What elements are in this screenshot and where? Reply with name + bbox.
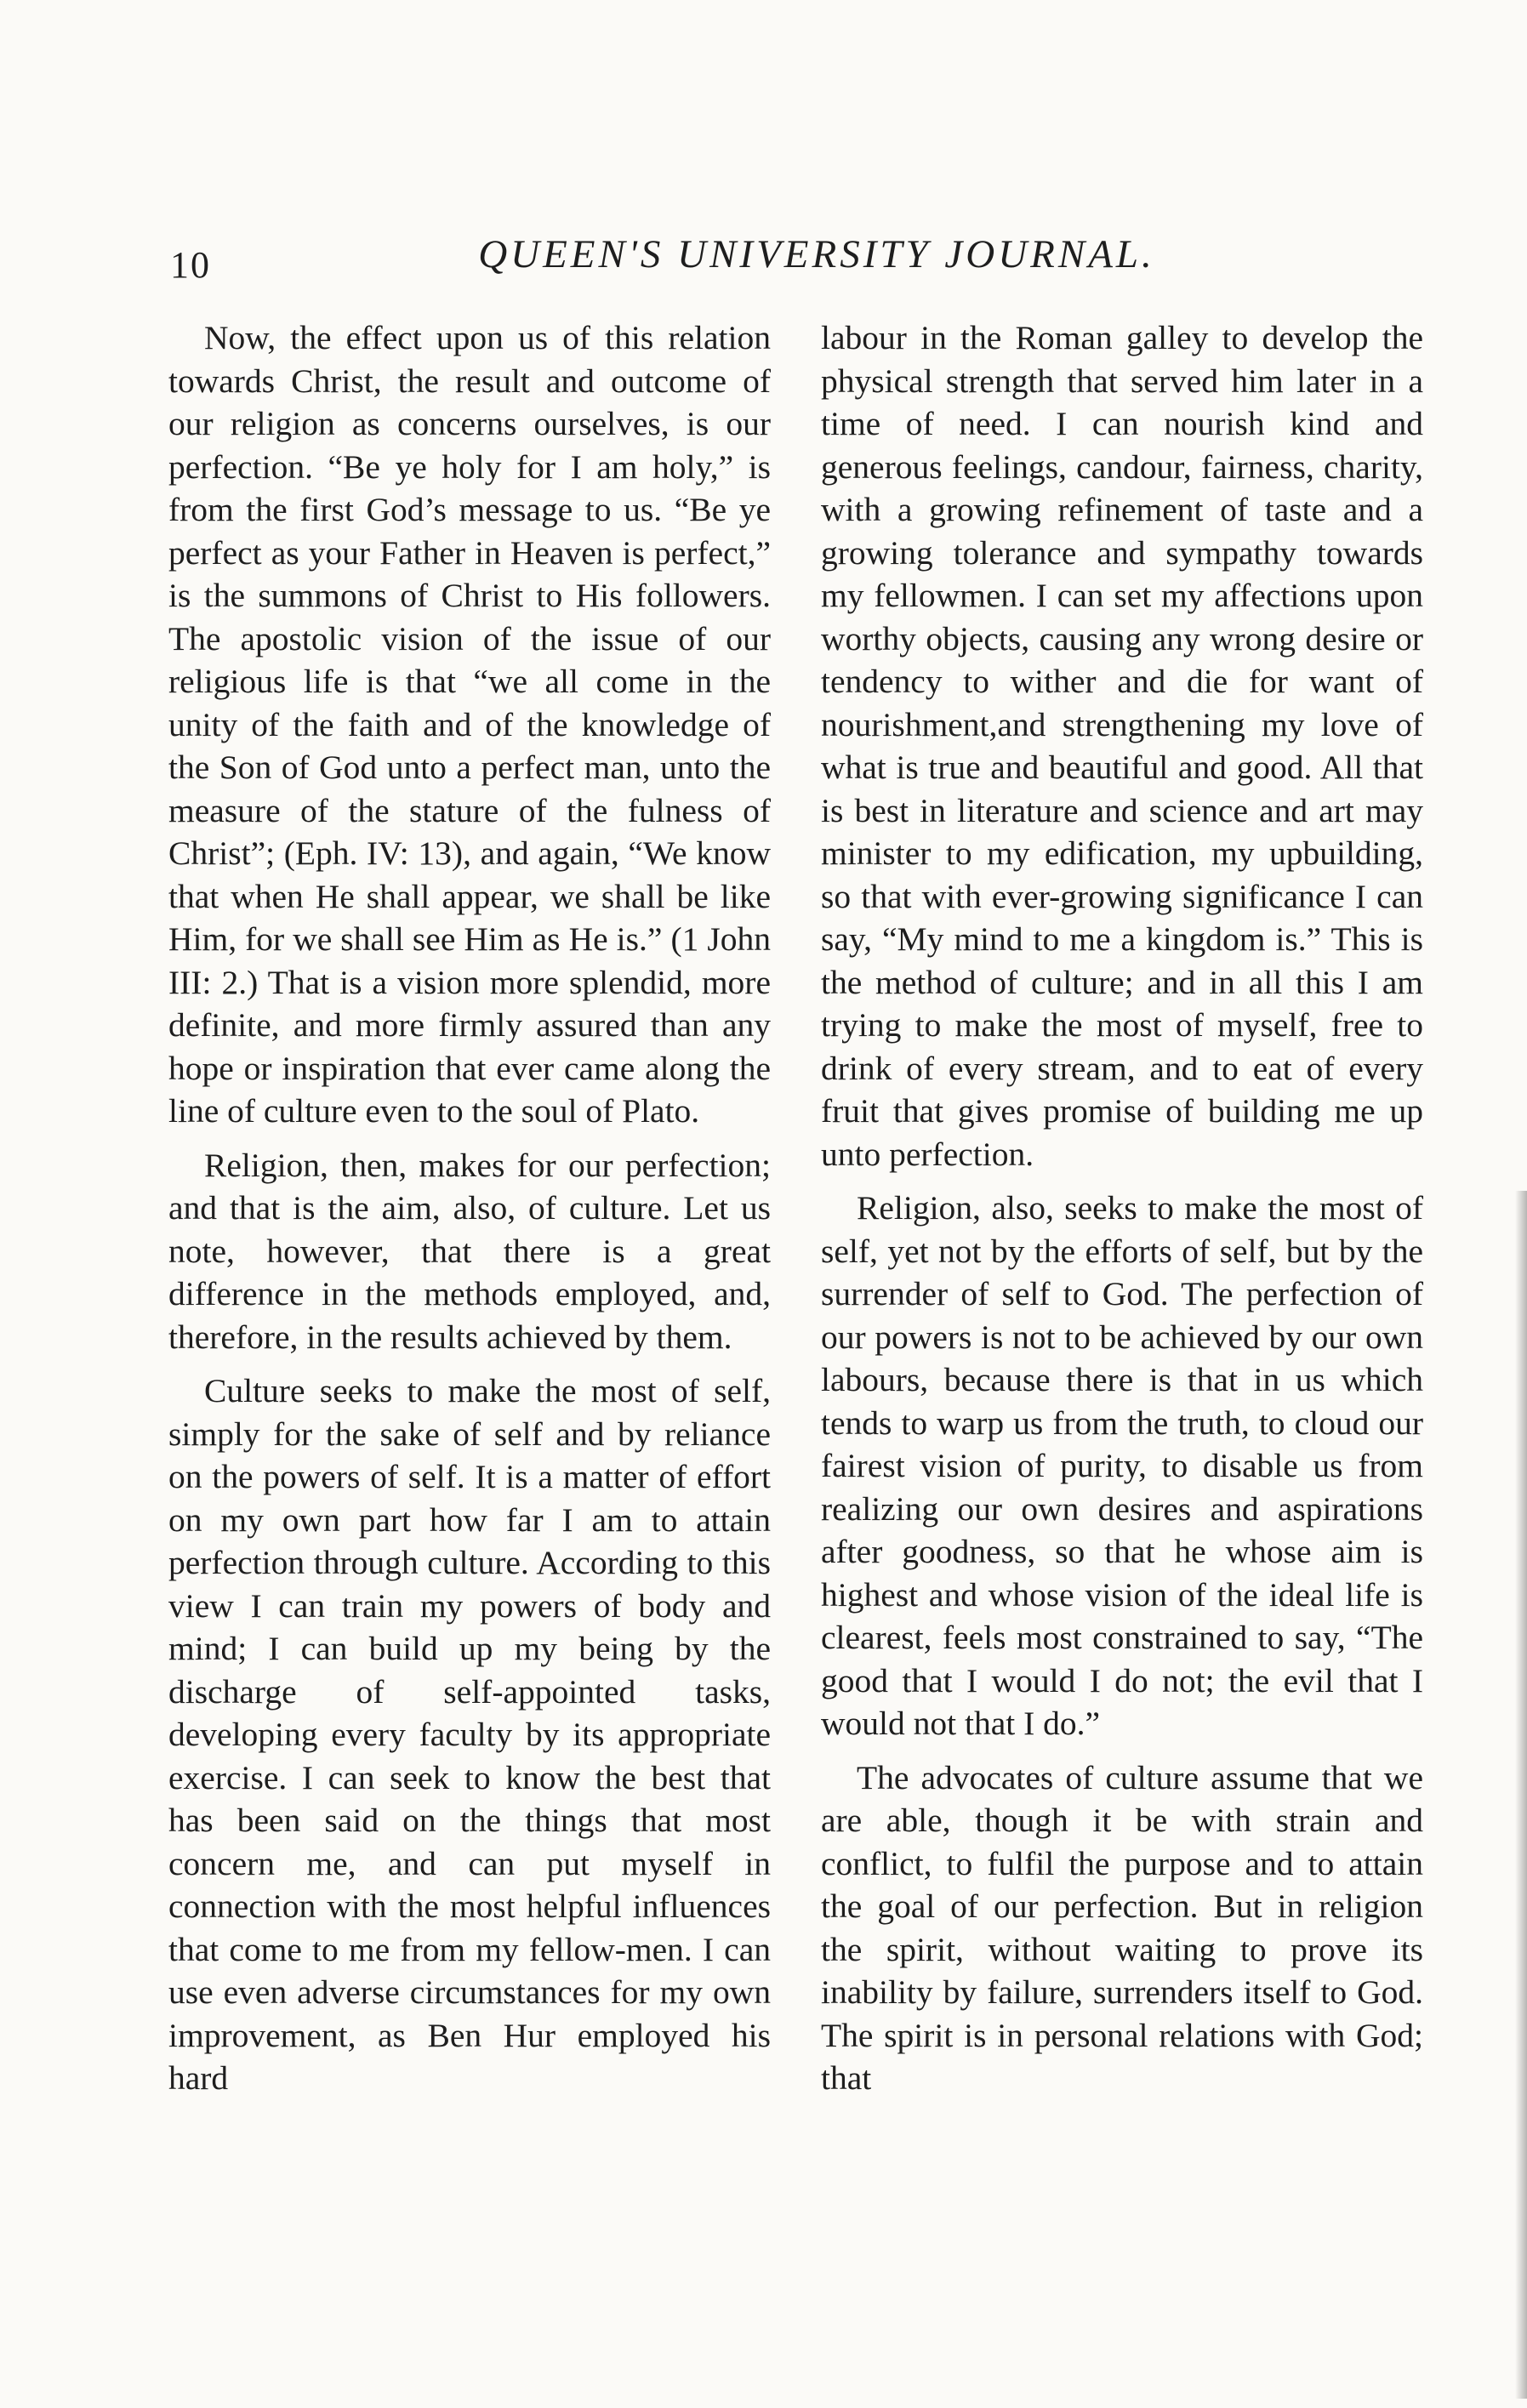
paragraph: Religion, then, makes for our perfection; and that is the aim, also, of culture. Let us note, however, that there is a great difference in the methods employed, and, therefore, in the results achieved by them. [168, 1146, 771, 1356]
page-number: 10 [170, 244, 211, 286]
paragraph: Religion, also, seeks to make the most of self, yet not by the efforts of self, but by the surrender of self to God. The perfection of our powers is not to be achieved by our own labours, because there is that in us which tends to warp us from the truth, to cloud our fairest vision of purity, to disable us from realizing our own desires and aspirations after goodness, so that he whose aim is highest and whose vision of the ideal life is clearest, feels most constrained to say, “The good that I would I do not; the evil that I would not that I do.” [821, 1189, 1423, 1742]
page-edge-shadow [1515, 1191, 1527, 2399]
paragraph: The advocates of culture assume that we are able, though it be with strain and conflict, to fulfil the purpose and to attain the goal of our perfection. But in religion the spirit, without waiting to prove its inability by failure, surrenders itself to God. The spirit is in personal relations with God; that [821, 1758, 1423, 2097]
paragraph: labour in the Roman galley to develop the physical strength that served him later in a time of need. I can nourish kind and generous feelings, candour, fairness, charity, with a growing refinement of taste and a growing tolerance and sympathy towards my fellowmen. I can set my affections upon worthy objects, causing any wrong desire or tendency to wither and die for want of nourishment,and strengthening my love of what is true and beautiful and good. All that is best in literature and science and art may minister to my edification, my upbuilding, so that with ever-growing significance I can say, “My mind to me a kingdom is.” This is the method of culture; and in all this I am trying to make the most of myself, free to drink of every stream, and to eat of every fruit that gives promise of building me up unto perfection. [821, 319, 1423, 1173]
paragraph: Culture seeks to make the most of self, simply for the sake of self and by reliance on the powers of self. It is a matter of effort on my own part how far I am to attain perfection through culture. According to this view I can train my powers of body and mind; I can build up my being by the discharge of self-appointed tasks, developing every faculty by its appropriate exercise. I can seek to know the best that has been said on the things that most concern me, and can put myself in connection with the most helpful influences that come to me from my fellow-men. I can use even adverse circumstances for my own improvement, as Ben Hur employed his hard [168, 1372, 771, 2097]
left-column [168, 316, 771, 2111]
right-column [821, 316, 1423, 2111]
running-title: QUEEN'S UNIVERSITY JOURNAL. [478, 232, 1155, 276]
paragraph: Now, the effect upon us of this relation towards Christ, the result and outcome of our religion as concerns ourselves, is our perfection. “Be ye holy for I am holy,” is from the first God’s message to us. “Be ye perfect as your Father in Heaven is perfect,” is the summons of Christ to His followers. The apostolic vision of the issue of our religious life is that “we all come in the unity of the faith and of the knowledge of the Son of God unto a perfect man, unto the measure of the stature of the fulness of Christ”; (Eph. IV: 13), and again, “We know that when He shall appear, we shall be like Him, for we shall see Him as He is.” (1 John III: 2.) That is a vision more splendid, more definite, and more firmly assured than any hope or inspiration that ever came along the line of culture even to the soul of Plato. [168, 319, 771, 1130]
